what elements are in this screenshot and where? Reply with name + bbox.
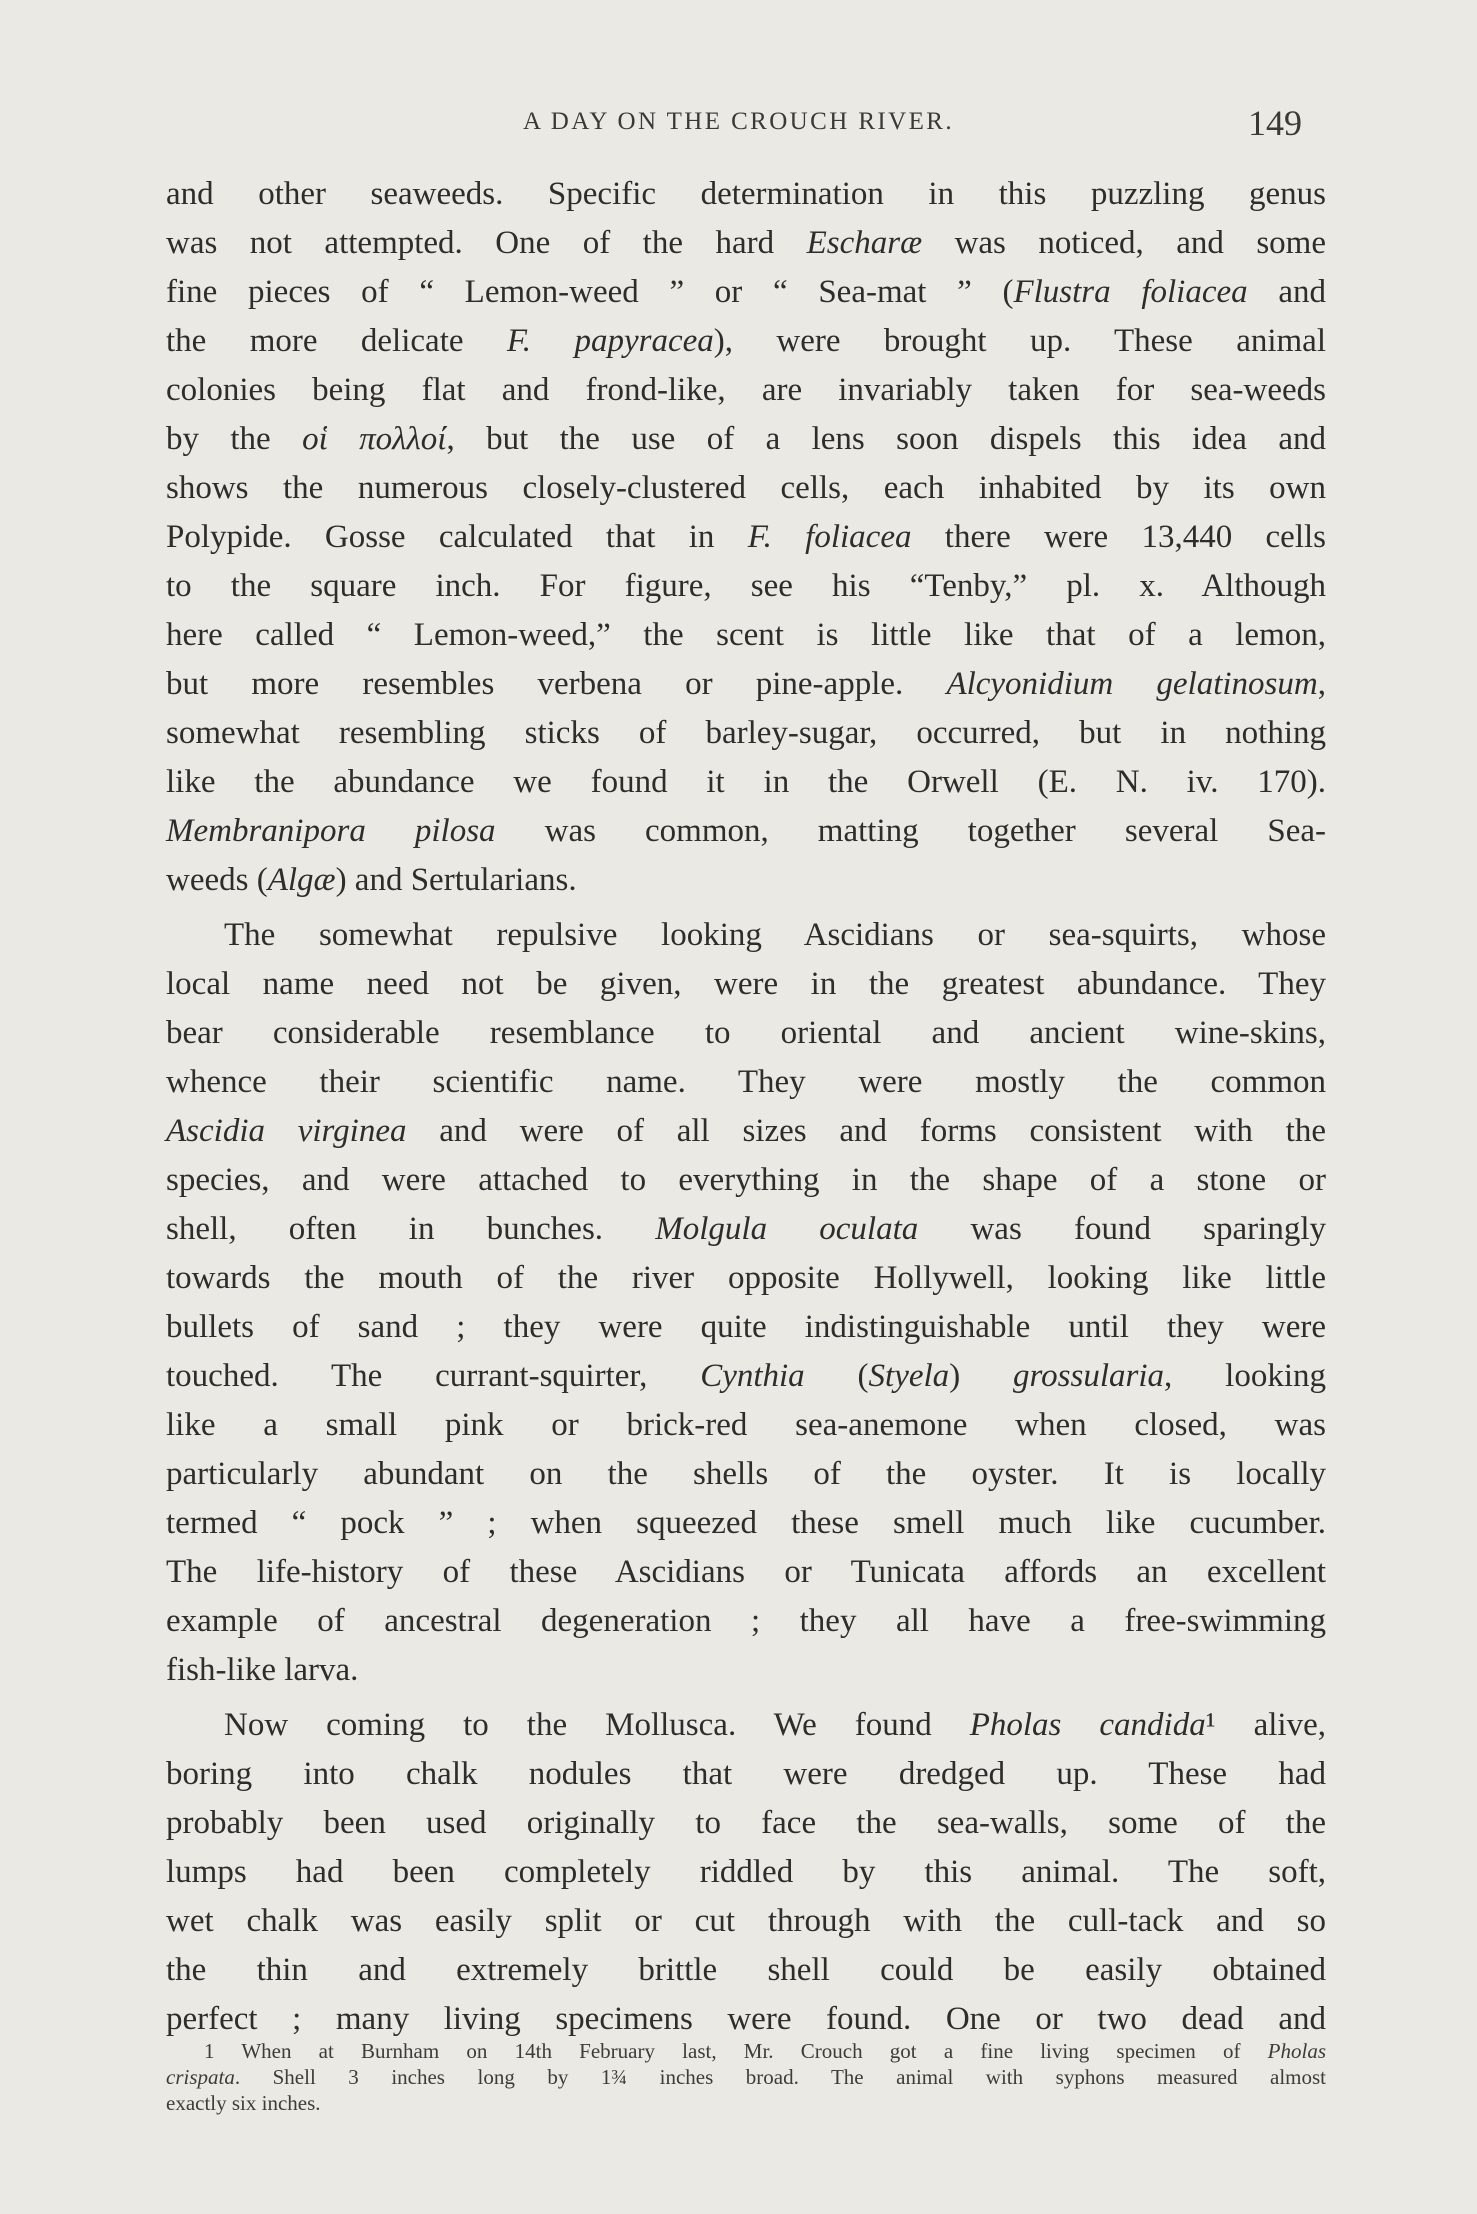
text-line: [166, 1205, 1326, 1254]
italic-text: Styela: [868, 1358, 950, 1394]
italic-text: Membranipora pilosa: [166, 813, 496, 849]
text-line: [166, 660, 1326, 709]
text-run: shell, often in bunches.: [166, 1211, 656, 1247]
text-line: [166, 1009, 1326, 1058]
italic-text: F. foliacea: [747, 519, 912, 555]
text-run: touched. The currant-squirter,: [166, 1358, 701, 1394]
text-line: [166, 1499, 1326, 1548]
italic-text: crispata: [166, 2065, 235, 2089]
text-run: fine pieces of “ Lemon-weed ” or “ Sea-mat ” (: [166, 274, 1014, 310]
italic-text: Ascidia virginea: [166, 1113, 407, 1149]
text-run: was common, matting together several Sea-: [495, 813, 1326, 849]
footnote-line: [166, 2064, 1326, 2090]
footnotes: [166, 2038, 1326, 2116]
text-line: [166, 1058, 1326, 1107]
text-line: [166, 170, 1326, 219]
text-run: the thin and extremely brittle shell could be easily obtained: [166, 1952, 1326, 1988]
italic-text: Alcyonidium gelatinosum: [946, 666, 1318, 702]
text-run: termed “ pock ” ; when squeezed these smell much like cucumber.: [166, 1505, 1326, 1541]
text-line: [166, 1946, 1326, 1995]
text-line: [166, 856, 1326, 905]
text-run: (: [804, 1358, 869, 1394]
text-run: ), were brought up. These animal: [713, 323, 1326, 359]
text-run: bullets of sand ; they were quite indistinguishable until they were: [166, 1309, 1326, 1345]
text-run: to the square inch. For figure, see his “Tenby,” pl. x. Although: [166, 568, 1326, 604]
italic-text: F. papyracea: [506, 323, 714, 359]
text-run: like the abundance we found it in the Orwell (E. N. iv. 170).: [166, 764, 1326, 800]
text-run: fish-like larva.: [166, 1652, 359, 1688]
text-run: was not attempted. One of the hard: [166, 225, 807, 261]
text-run: particularly abundant on the shells of the oyster. It is locally: [166, 1456, 1326, 1492]
text-run: example of ancestral degeneration ; they all have a free-swimming: [166, 1603, 1326, 1639]
text-run: exactly six inches.: [166, 2091, 321, 2115]
text-line: [166, 219, 1326, 268]
text-line: [166, 1799, 1326, 1848]
text-line: [166, 366, 1326, 415]
body-text: [166, 170, 1326, 2044]
text-line: [166, 960, 1326, 1009]
italic-text: οἱ πολλοί: [302, 421, 447, 457]
footnote-line: [166, 2090, 1326, 2116]
page-number: 149: [1248, 103, 1302, 143]
text-run: The life-history of these Ascidians or Tunicata affords an excellent: [166, 1554, 1326, 1590]
text-run: was found sparingly: [918, 1211, 1326, 1247]
text-run: boring into chalk nodules that were dredged up. These had: [166, 1756, 1326, 1792]
text-run: bear considerable resemblance to oriental and ancient wine-skins,: [166, 1015, 1326, 1051]
text-run: Polypide. Gosse calculated that in: [166, 519, 748, 555]
text-run: the more delicate: [166, 323, 507, 359]
text-line: [166, 1254, 1326, 1303]
text-run: local name need not be given, were in the greatest abundance. They: [166, 966, 1326, 1002]
text-run: was noticed, and some: [922, 225, 1326, 261]
text-run: like a small pink or brick-red sea-anemone when closed, was: [166, 1407, 1326, 1443]
text-run: but more resembles verbena or pine-apple.: [166, 666, 947, 702]
text-run: species, and were attached to everything in the shape of a stone or: [166, 1162, 1326, 1198]
text-line: [166, 1352, 1326, 1401]
text-line: [166, 415, 1326, 464]
italic-text: Algæ: [267, 862, 336, 898]
text-run: by the: [166, 421, 303, 457]
text-line: [166, 1646, 1326, 1695]
text-line: [166, 611, 1326, 660]
text-run: there were 13,440 cells: [911, 519, 1326, 555]
text-line: [166, 1401, 1326, 1450]
text-run: ): [949, 1358, 1014, 1394]
text-line: [166, 1107, 1326, 1156]
text-run: towards the mouth of the river opposite Hollywell, looking like little: [166, 1260, 1326, 1296]
text-line: [166, 513, 1326, 562]
text-line: [166, 1750, 1326, 1799]
footnote-line: [166, 2038, 1326, 2064]
italic-text: Molgula oculata: [655, 1211, 919, 1247]
text-line: [166, 1156, 1326, 1205]
text-line: [166, 1995, 1326, 2044]
text-line: [166, 1303, 1326, 1352]
text-line: [166, 911, 1326, 960]
text-line: [166, 807, 1326, 856]
text-line: [166, 1701, 1326, 1750]
text-run: colonies being flat and frond-like, are invariably taken for sea-weeds: [166, 372, 1326, 408]
italic-text: Flustra foliacea: [1013, 274, 1248, 310]
text-line: [166, 709, 1326, 758]
text-line: [166, 464, 1326, 513]
running-head: [0, 102, 1477, 152]
text-line: [166, 317, 1326, 366]
italic-text: Pholas candida: [969, 1707, 1206, 1743]
text-run: perfect ; many living specimens were found. One or two dead and: [166, 2001, 1326, 2037]
italic-text: Escharæ: [806, 225, 923, 261]
text-run: . Shell 3 inches long by 1¾ inches broad. The animal with syphons measured almost: [234, 2065, 1326, 2089]
italic-text: Pholas: [1267, 2039, 1326, 2063]
text-run: ) and Sertularians.: [335, 862, 577, 898]
text-run: and other seaweeds. Specific determination in this puzzling genus: [166, 176, 1326, 212]
text-run: whence their scientific name. They were mostly the common: [166, 1064, 1326, 1100]
text-line: [166, 1548, 1326, 1597]
text-run: shows the numerous closely-clustered cells, each inhabited by its own: [166, 470, 1326, 506]
italic-text: grossularia: [1013, 1358, 1165, 1394]
text-run: and were of all sizes and forms consistent with the: [406, 1113, 1326, 1149]
text-line: [166, 1450, 1326, 1499]
text-run: somewhat resembling sticks of barley-sugar, occurred, but in nothing: [166, 715, 1326, 751]
running-title: A DAY ON THE CROUCH RIVER.: [523, 108, 954, 135]
text-run: lumps had been completely riddled by this animal. The soft,: [166, 1854, 1326, 1890]
text-line: [166, 758, 1326, 807]
text-line: [166, 1848, 1326, 1897]
italic-text: Cynthia: [700, 1358, 805, 1394]
text-run: Now coming to the Mollusca. We found: [224, 1707, 970, 1743]
text-line: [166, 1597, 1326, 1646]
text-run: ,: [1317, 666, 1326, 702]
text-line: [166, 268, 1326, 317]
text-run: wet chalk was easily split or cut through with the cull-tack and so: [166, 1903, 1326, 1939]
text-line: [166, 1897, 1326, 1946]
text-run: weeds (: [166, 862, 268, 898]
text-line: [166, 562, 1326, 611]
text-run: here called “ Lemon-weed,” the scent is little like that of a lemon,: [166, 617, 1326, 653]
text-run: The somewhat repulsive looking Ascidians or sea-squirts, whose: [224, 917, 1326, 953]
text-run: , but the use of a lens soon dispels this idea and: [446, 421, 1326, 457]
text-run: , looking: [1164, 1358, 1326, 1394]
text-run: and: [1247, 274, 1326, 310]
text-run: ¹ alive,: [1205, 1707, 1326, 1743]
text-run: probably been used originally to face the sea-walls, some of the: [166, 1805, 1326, 1841]
text-run: 1 When at Burnham on 14th February last, Mr. Crouch got a fine living specimen of: [204, 2039, 1268, 2063]
